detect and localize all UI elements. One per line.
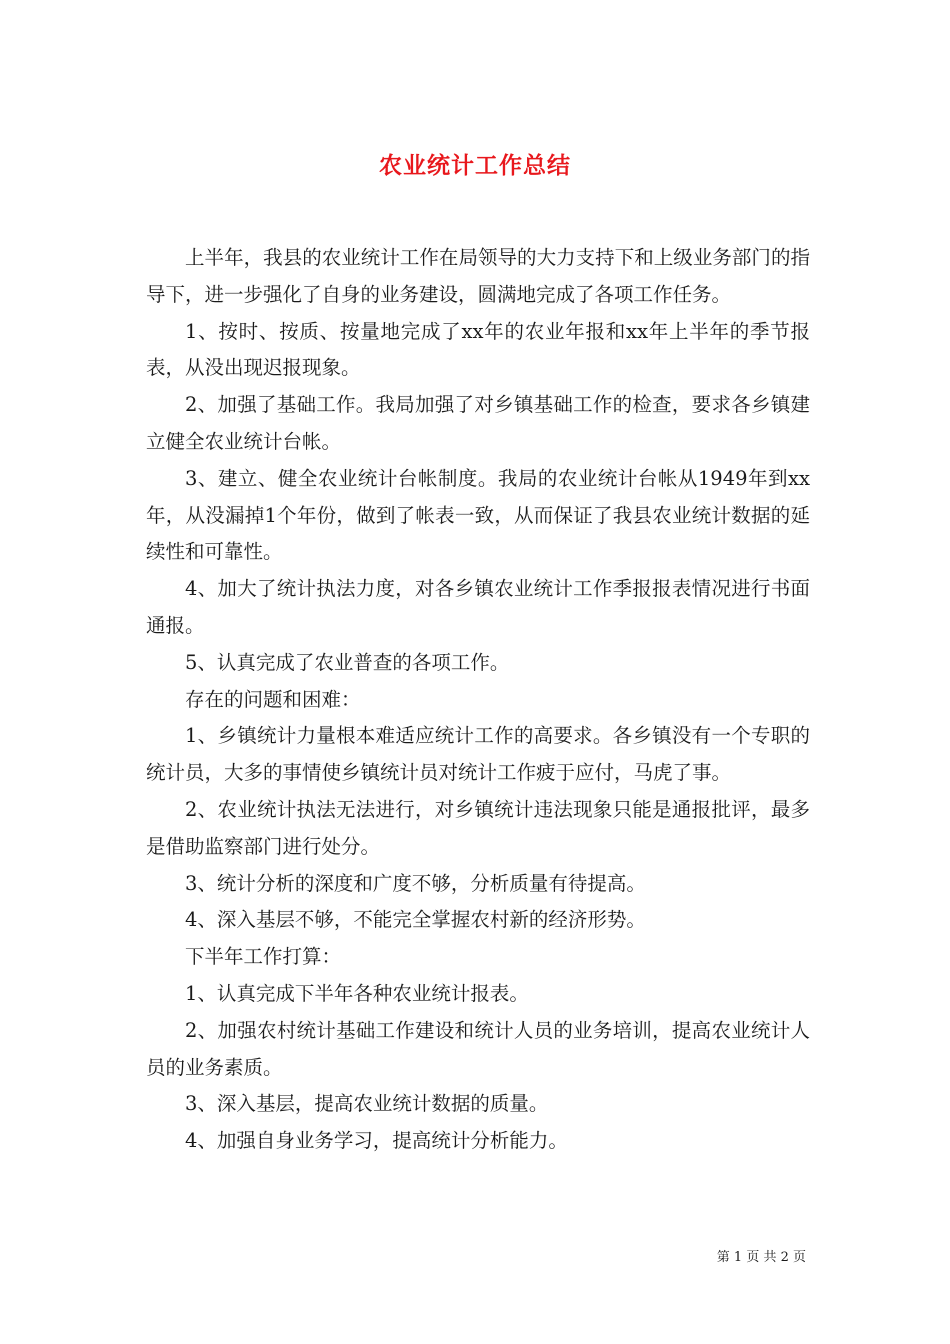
paragraph-problem-1: 1、乡镇统计力量根本难适应统计工作的高要求。各乡镇没有一个专职的统计员，大多的事情使乡镇统计员对统计工作疲于应付，马虎了事。 — [146, 724, 810, 785]
section-heading-plans: 下半年工作打算： — [185, 945, 342, 969]
paragraph-problem-2: 2、农业统计执法无法进行，对乡镇统计违法现象只能是通报批评，最多是借助监察部门进行处分。 — [146, 797, 810, 858]
paragraph-item-1: 1、按时、按质、按量地完成了xx年的农业年报和xx年上半年的季节报表，从没出现迟报现象。 — [146, 319, 810, 380]
paragraph-plan-1: 1、认真完成下半年各种农业统计报表。 — [185, 981, 529, 1005]
document-title: 农业统计工作总结 — [379, 153, 571, 180]
paragraph-item-3: 3、建立、健全农业统计台帐制度。我局的农业统计台帐从1949年到xx年，从没漏掉1个年份，做到了帐表一致，从而保证了我县农业统计数据的延续性和可靠性。 — [146, 466, 810, 564]
paragraph-problem-4: 4、深入基层不够，不能完全掌握农村新的经济形势。 — [185, 908, 646, 932]
page-number-footer: 第 1 页 共 2 页 — [716, 1250, 806, 1265]
document-body — [146, 240, 810, 1160]
paragraph-plan-2: 2、加强农村统计基础工作建设和统计人员的业务培训，提高农业统计人员的业务素质。 — [146, 1018, 810, 1079]
paragraph-item-5: 5、认真完成了农业普查的各项工作。 — [185, 650, 510, 674]
section-heading-problems: 存在的问题和困难： — [185, 687, 361, 711]
paragraph-item-2: 2、加强了基础工作。我局加强了对乡镇基础工作的检查，要求各乡镇建立健全农业统计台帐。 — [146, 393, 810, 453]
paragraph-plan-4: 4、加强自身业务学习，提高统计分析能力。 — [185, 1129, 568, 1153]
paragraph-intro: 上半年，我县的农业统计工作在局领导的大力支持下和上级业务部门的指导下，进一步强化了自身的业务建设，圆满地完成了各项工作任务。 — [146, 246, 810, 306]
paragraph-problem-3: 3、统计分析的深度和广度不够，分析质量有待提高。 — [185, 871, 646, 895]
paragraph-plan-3: 3、深入基层，提高农业统计数据的质量。 — [185, 1092, 549, 1116]
paragraph-item-4: 4、加大了统计执法力度，对各乡镇农业统计工作季报报表情况进行书面通报。 — [146, 577, 810, 637]
